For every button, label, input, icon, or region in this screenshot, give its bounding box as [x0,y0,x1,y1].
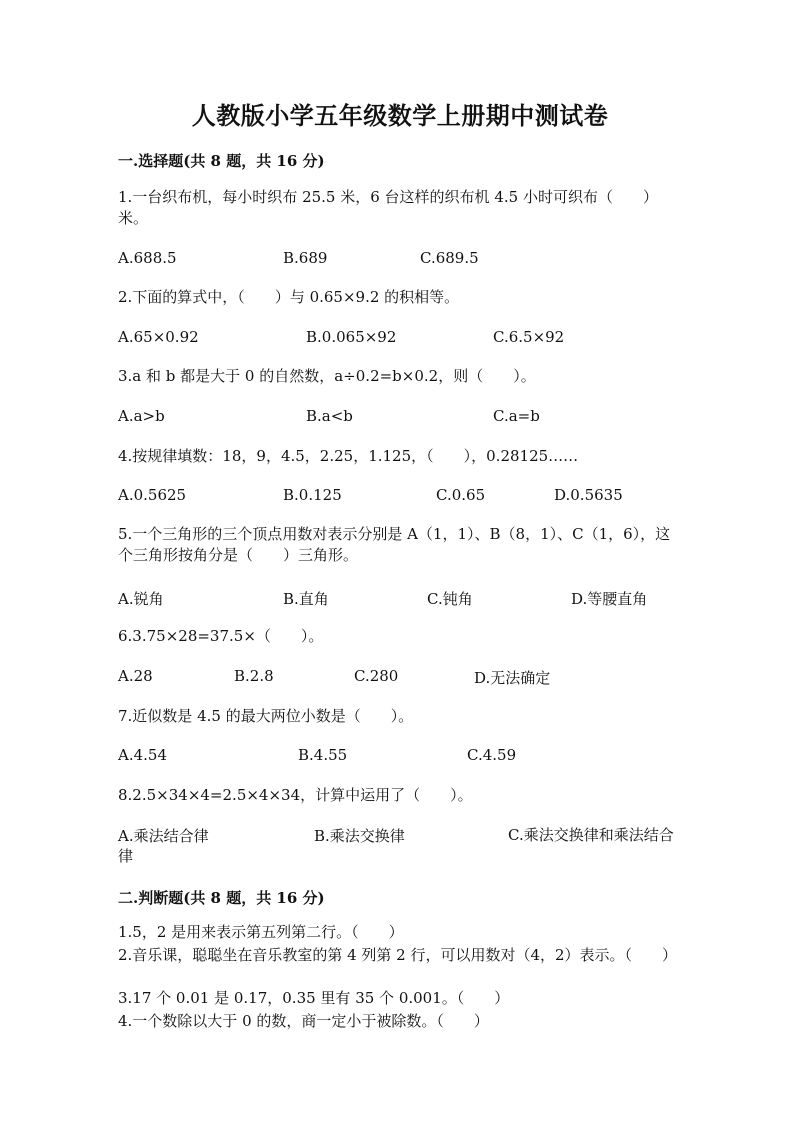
option-d[interactable]: D.无法确定 [474,669,551,687]
options-row-6 [0,667,800,689]
question-8 [118,785,678,806]
option-b[interactable]: B.2.8 [234,667,274,685]
question-text: 6.3.75×28=37.5×（ ）。 [118,627,324,645]
options-row-5 [0,588,800,610]
option-c[interactable]: C.4.59 [467,746,517,764]
options-row-8 [0,825,800,869]
option-c[interactable]: C.280 [354,667,399,685]
tf-item-1: 1.5，2 是用来表示第五列第二行。（ ） [118,923,404,941]
question-4 [118,446,678,467]
question-text: 2.下面的算式中，（ ）与 0.65×9.2 的积相等。 [118,288,460,306]
option-b[interactable]: B.4.55 [298,746,348,764]
option-c[interactable]: C.6.5×92 [493,328,565,346]
option-c[interactable]: C.689.5 [420,249,479,267]
option-b[interactable]: B.0.065×92 [306,328,397,346]
page-title: 人教版小学五年级数学上册期中测试卷 [191,101,609,130]
option-c[interactable]: C.0.65 [436,486,486,504]
options-row-3 [0,407,800,429]
option-a[interactable]: A.锐角 [118,590,164,608]
option-c[interactable]: C.乘法交换律和乘法结合律 [118,826,674,865]
question-5 [118,524,678,566]
tf-item-4: 4.一个数除以大于 0 的数，商一定小于被除数。（ ） [118,1012,489,1030]
tf-item-2: 2.音乐课，聪聪坐在音乐教室的第 4 列第 2 行，可以用数对（4，2）表示。（ ） [118,946,678,964]
option-c[interactable]: C.钝角 [427,590,473,608]
option-a[interactable]: A.65×0.92 [118,328,199,346]
options-row-4 [0,486,800,508]
option-b[interactable]: B.a<b [306,407,353,425]
question-text: 1.一台织布机，每小时织布 25.5 米，6 台这样的织布机 4.5 小时可织布（ ）米。 [118,188,658,227]
question-3 [118,366,678,387]
option-a[interactable]: A.28 [118,667,153,685]
question-text: 3.a 和 b 都是大于 0 的自然数，a÷0.2=b×0.2，则（ ）。 [118,367,536,385]
options-row-7 [0,746,800,768]
option-a[interactable]: A.4.54 [118,746,167,764]
option-a[interactable]: A.688.5 [118,249,177,267]
section-header-choice: 一.选择题(共 8 题，共 16 分) [118,152,325,170]
question-text: 5.一个三角形的三个顶点用数对表示分别是 A（1，1）、B（8，1）、C（1，6），这个三角形按角分是（ ）三角形。 [118,525,671,564]
question-text: 7.近似数是 4.5 的最大两位小数是（ ）。 [118,707,414,725]
option-a[interactable]: A.0.5625 [118,486,187,504]
option-a[interactable]: A.a>b [118,407,165,425]
question-text: 8.2.5×34×4=2.5×4×34，计算中运用了（ ）。 [118,786,473,804]
option-b[interactable]: B.乘法交换律 [314,827,405,845]
question-2 [118,287,678,308]
option-b[interactable]: B.689 [283,249,328,267]
option-b[interactable]: B.直角 [283,590,329,608]
option-c[interactable]: C.a=b [493,407,540,425]
question-7 [118,706,678,727]
option-a[interactable]: A.乘法结合律 [118,827,209,845]
option-d[interactable]: D.0.5635 [554,486,623,504]
question-6 [118,626,678,647]
options-row-2 [0,328,800,350]
question-1 [118,187,678,229]
option-d[interactable]: D.等腰直角 [571,590,648,608]
options-row-1 [0,249,800,271]
section-header-true-false: 二.判断题(共 8 题，共 16 分) [118,889,325,907]
option-b[interactable]: B.0.125 [283,486,342,504]
question-text: 4.按规律填数：18，9，4.5，2.25，1.125，（ ），0.28125…… [118,447,579,465]
tf-item-3: 3.17 个 0.01 是 0.17，0.35 里有 35 个 0.001。（ ） [118,989,510,1007]
